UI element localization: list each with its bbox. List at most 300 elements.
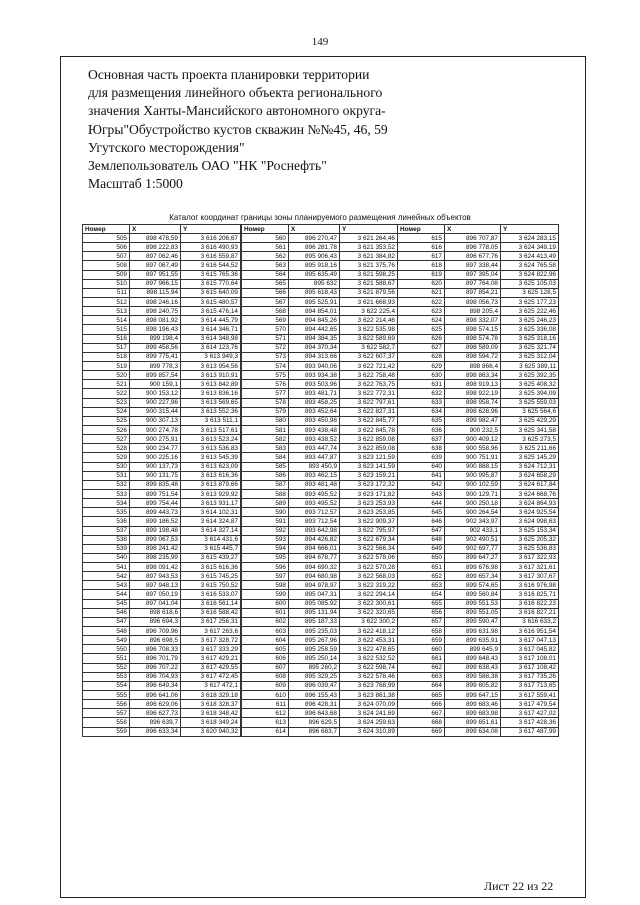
point-number: 553 — [83, 672, 130, 681]
table-row — [242, 654, 398, 663]
table-row — [242, 544, 398, 553]
coord-y: 3 625 336,08 — [501, 325, 559, 334]
point-number: 610 — [242, 691, 289, 700]
table-row — [83, 489, 241, 498]
table-row — [398, 700, 559, 709]
coord-y: 3 615 640,09 — [181, 288, 241, 297]
table-row — [398, 471, 559, 480]
title-line: Масштаб 1:5000 — [88, 176, 183, 192]
point-number: 532 — [83, 480, 130, 489]
table-row — [398, 288, 559, 297]
coord-x: 898 628,96 — [445, 407, 501, 416]
point-number: 536 — [83, 517, 130, 526]
point-number: 646 — [398, 517, 445, 526]
table-row — [398, 243, 559, 252]
table-row — [398, 307, 559, 316]
coord-y: 3 622 478,65 — [340, 645, 398, 654]
coord-x: 898 222,83 — [130, 243, 181, 252]
table-row — [242, 325, 398, 334]
point-number: 516 — [83, 334, 130, 343]
coord-x: 894 680,98 — [289, 572, 340, 581]
coord-y: 3 614 346,71 — [181, 325, 241, 334]
point-number: 560 — [242, 234, 289, 243]
table-row — [242, 453, 398, 462]
coord-x: 900 102,59 — [445, 480, 501, 489]
title-line: Угутского месторождения" — [88, 139, 245, 155]
table-row — [83, 563, 241, 572]
point-number: 602 — [242, 617, 289, 626]
point-number: 626 — [398, 334, 445, 343]
coord-y: 3 613 954,56 — [181, 361, 241, 370]
coord-y: 3 624 998,63 — [501, 517, 559, 526]
title-line: для размещения линейного объекта регионального — [88, 85, 383, 101]
coord-y: 3 622 845,77 — [340, 416, 398, 425]
coord-y: 3 624 668,76 — [501, 489, 559, 498]
table-row — [242, 563, 398, 572]
table-row — [242, 617, 398, 626]
table-row — [83, 279, 241, 288]
coord-x: 896 270,47 — [289, 234, 340, 243]
point-number: 541 — [83, 563, 130, 572]
title-line: Основная часть проекта планировки территории — [88, 67, 370, 82]
point-number: 619 — [398, 270, 445, 279]
point-number: 549 — [83, 636, 130, 645]
point-number: 648 — [398, 535, 445, 544]
table-row — [398, 526, 559, 535]
coord-x: 895 131,94 — [289, 608, 340, 617]
coord-y: 3 617 263,6 — [181, 627, 241, 636]
coord-x: 902 490,51 — [445, 535, 501, 544]
coord-y: 3 616 490,93 — [181, 243, 241, 252]
table-row — [398, 398, 559, 407]
coord-y: 3 613 929,92 — [181, 489, 241, 498]
coord-x: 900 275,91 — [130, 435, 181, 444]
point-number: 605 — [242, 645, 289, 654]
point-number: 597 — [242, 572, 289, 581]
table-row — [83, 243, 241, 252]
table-row — [398, 581, 559, 590]
coord-y: 3 613 910,91 — [181, 371, 241, 380]
point-number: 518 — [83, 352, 130, 361]
point-number: 655 — [398, 599, 445, 608]
coord-y: 3 625 273,5 — [501, 435, 559, 444]
coord-y: 3 621 375,76 — [340, 261, 398, 270]
table-row — [83, 681, 241, 690]
coord-y: 3 622 795,97 — [340, 526, 398, 535]
coord-x: 893 462,15 — [289, 471, 340, 480]
coord-y: 3 613 879,66 — [181, 480, 241, 489]
table-row — [398, 672, 559, 681]
point-number: 639 — [398, 453, 445, 462]
point-number: 666 — [398, 700, 445, 709]
coord-x: 898 478,59 — [130, 234, 181, 243]
table-row — [83, 398, 241, 407]
coord-x: 899 551,05 — [445, 608, 501, 617]
point-number: 552 — [83, 663, 130, 672]
table-row — [83, 727, 241, 736]
coord-y: 3 617 713,65 — [501, 681, 559, 690]
coord-y: 3 625 536,83 — [501, 544, 559, 553]
table-row — [398, 553, 559, 562]
coord-y: 3 625 312,04 — [501, 352, 559, 361]
coord-x: 898 115,94 — [130, 288, 181, 297]
point-number: 663 — [398, 672, 445, 681]
coord-y: 3 621 668,93 — [340, 297, 398, 306]
coord-y: 3 622 909,37 — [340, 517, 398, 526]
table-row — [398, 709, 559, 718]
table-row — [83, 361, 241, 370]
coord-x: 902 343,97 — [445, 517, 501, 526]
point-number: 569 — [242, 316, 289, 325]
title-line: Землепользователь ОАО "НК "Роснефть" — [88, 158, 327, 174]
point-number: 506 — [83, 243, 130, 252]
coord-x: 895 918,16 — [289, 261, 340, 270]
point-number: 563 — [242, 261, 289, 270]
table-row — [398, 316, 559, 325]
coord-y: 3 625 429,29 — [501, 416, 559, 425]
point-number: 622 — [398, 297, 445, 306]
coord-x: 899 605,82 — [445, 681, 501, 690]
coord-x: 893 447,74 — [289, 444, 340, 453]
coord-x: 894 678,77 — [289, 553, 340, 562]
point-number: 635 — [398, 416, 445, 425]
coord-x: 898 081,92 — [130, 316, 181, 325]
coord-table-1 — [82, 224, 241, 737]
header-number: Номер — [83, 225, 130, 234]
coord-x: 893 481,48 — [289, 480, 340, 489]
coord-y: 3 622 797,61 — [340, 398, 398, 407]
table-row — [242, 608, 398, 617]
table-row — [83, 407, 241, 416]
table-row — [398, 681, 559, 690]
point-number: 544 — [83, 590, 130, 599]
coord-y: 3 617 427,02 — [501, 709, 559, 718]
point-number: 628 — [398, 352, 445, 361]
coord-y: 3 625 394,09 — [501, 389, 559, 398]
coord-x: 899 588,38 — [445, 672, 501, 681]
table-row — [242, 343, 398, 352]
point-number: 586 — [242, 471, 289, 480]
coord-x: 896 708,33 — [130, 645, 181, 654]
coord-x: 896 281,78 — [289, 243, 340, 252]
table-row — [83, 261, 241, 270]
point-number: 643 — [398, 489, 445, 498]
coord-x: 896 683,7 — [289, 727, 340, 736]
table-row — [242, 599, 398, 608]
point-number: 593 — [242, 535, 289, 544]
point-number: 512 — [83, 297, 130, 306]
table-row — [398, 270, 559, 279]
coord-x: 897 062,46 — [130, 252, 181, 261]
coord-x: 896 641,06 — [130, 691, 181, 700]
header-y: Y — [340, 225, 398, 234]
point-number: 615 — [398, 234, 445, 243]
table-row — [83, 581, 241, 590]
coord-x: 894 442,65 — [289, 325, 340, 334]
coord-x: 893 458,25 — [289, 398, 340, 407]
coord-y: 3 618 328,37 — [181, 700, 241, 709]
sheet-footer: Лист 22 из 22 — [484, 879, 554, 893]
point-number: 647 — [398, 526, 445, 535]
coord-x: 899 631,98 — [445, 627, 501, 636]
header-y: Y — [501, 225, 559, 234]
coord-y: 3 617 487,99 — [501, 727, 559, 736]
table-row — [398, 608, 559, 617]
point-number: 614 — [242, 727, 289, 736]
coord-y: 3 622 721,42 — [340, 361, 398, 370]
table-caption: Каталог координат границы зоны планируемого размещения линейных объектов — [169, 213, 471, 222]
point-number: 548 — [83, 627, 130, 636]
point-number: 642 — [398, 480, 445, 489]
table-row — [242, 627, 398, 636]
page-number: 149 — [311, 36, 329, 48]
coord-y: 3 616 822,23 — [501, 599, 559, 608]
coord-y: 3 624 259,63 — [340, 718, 398, 727]
coord-x: 893 642,98 — [289, 526, 340, 535]
coord-y: 3 613 536,83 — [181, 444, 241, 453]
point-number: 662 — [398, 663, 445, 672]
coord-x: 899 751,54 — [130, 489, 181, 498]
coord-y: 3 624 925,54 — [501, 508, 559, 517]
coord-y: 3 625 246,23 — [501, 316, 559, 325]
coord-y: 3 623 253,85 — [340, 508, 398, 517]
point-number: 577 — [242, 389, 289, 398]
coord-y: 3 620 940,32 — [181, 727, 241, 736]
table-row — [242, 691, 398, 700]
coord-x: 896 643,68 — [289, 709, 340, 718]
coord-x: 895 635,49 — [289, 270, 340, 279]
coord-y: 3 613 616,36 — [181, 471, 241, 480]
coord-y: 3 616 951,54 — [501, 627, 559, 636]
point-number: 594 — [242, 544, 289, 553]
table-row — [398, 645, 559, 654]
point-number: 617 — [398, 252, 445, 261]
table-row — [398, 389, 559, 398]
coord-y: 3 623 141,59 — [340, 462, 398, 471]
table-row — [242, 517, 398, 526]
table-row — [398, 352, 559, 361]
coord-x: 899 775,41 — [130, 352, 181, 361]
coord-y: 3 625 145,29 — [501, 453, 559, 462]
coord-y: 3 617 735,26 — [501, 672, 559, 681]
table-row — [242, 243, 398, 252]
coord-y: 3 623 159,21 — [340, 471, 398, 480]
table-row — [83, 535, 241, 544]
point-number: 511 — [83, 288, 130, 297]
coord-y: 3 618 329,18 — [181, 691, 241, 700]
coord-y: 3 617 256,31 — [181, 617, 241, 626]
coord-y: 3 616 633,2 — [501, 617, 559, 626]
point-number: 533 — [83, 489, 130, 498]
point-number: 534 — [83, 499, 130, 508]
coord-x: 896 707,22 — [130, 663, 181, 672]
coord-y: 3 617 472,45 — [181, 672, 241, 681]
coord-x: 895 250,14 — [289, 654, 340, 663]
coord-x: 897 764,08 — [445, 279, 501, 288]
coord-y: 3 622 859,08 — [340, 444, 398, 453]
table-row — [398, 617, 559, 626]
coord-y: 3 624 413,49 — [501, 252, 559, 261]
table-row — [83, 334, 241, 343]
coord-y: 3 622 772,31 — [340, 389, 398, 398]
table-row — [242, 252, 398, 261]
coord-x: 898 574,15 — [445, 325, 501, 334]
table-row — [398, 499, 559, 508]
table-row — [83, 645, 241, 654]
coord-y: 3 617 333,29 — [181, 645, 241, 654]
table-row — [83, 389, 241, 398]
table-row — [242, 462, 398, 471]
coord-x: 898 241,42 — [130, 544, 181, 553]
point-number: 547 — [83, 617, 130, 626]
coord-x: 899 648,43 — [445, 654, 501, 663]
coord-y: 3 617 307,67 — [501, 572, 559, 581]
table-row — [83, 499, 241, 508]
table-row — [398, 407, 559, 416]
point-number: 634 — [398, 407, 445, 416]
coord-y: 3 623 861,38 — [340, 691, 398, 700]
coord-y: 3 614 123,76 — [181, 343, 241, 352]
header-number: Номер — [398, 225, 445, 234]
table-row — [242, 709, 398, 718]
coord-x: 899 560,84 — [445, 590, 501, 599]
coord-y: 3 622 827,31 — [340, 407, 398, 416]
coord-y: 3 625 177,23 — [501, 297, 559, 306]
coord-x: 894 313,66 — [289, 352, 340, 361]
coord-x: 896 709,96 — [130, 627, 181, 636]
coord-y: 3 623 121,59 — [340, 453, 398, 462]
table-row — [83, 663, 241, 672]
coord-x: 896 707,87 — [445, 234, 501, 243]
coord-y: 3 625 128,5 — [501, 288, 559, 297]
coord-y: 3 622 598,74 — [340, 663, 398, 672]
table-row — [242, 407, 398, 416]
coord-x: 895 047,31 — [289, 590, 340, 599]
point-number: 625 — [398, 325, 445, 334]
coord-x: 899 198,48 — [130, 526, 181, 535]
coord-x: 893 712,57 — [289, 508, 340, 517]
point-number: 664 — [398, 681, 445, 690]
table-row — [242, 334, 398, 343]
table-row — [398, 334, 559, 343]
table-row — [398, 480, 559, 489]
point-number: 535 — [83, 508, 130, 517]
table-row — [83, 544, 241, 553]
coord-y: 3 616 533,07 — [181, 590, 241, 599]
table-row — [83, 508, 241, 517]
coord-x: 898 866,4 — [445, 361, 501, 370]
coord-table-3 — [397, 224, 559, 737]
coord-x: 900 232,5 — [445, 425, 501, 434]
point-number: 550 — [83, 645, 130, 654]
coord-x: 893 495,52 — [289, 499, 340, 508]
table-row — [398, 361, 559, 370]
table-row — [398, 590, 559, 599]
table-row — [242, 645, 398, 654]
table-row — [242, 663, 398, 672]
coord-y: 3 622 319,22 — [340, 581, 398, 590]
point-number: 636 — [398, 425, 445, 434]
coord-x: 900 131,75 — [130, 471, 181, 480]
coord-x: 902 697,77 — [445, 544, 501, 553]
point-number: 651 — [398, 563, 445, 572]
coord-y: 3 621 264,46 — [340, 234, 398, 243]
header-number: Номер — [242, 225, 289, 234]
coord-x: 896 704,93 — [130, 672, 181, 681]
coord-x: 897 943,53 — [130, 572, 181, 581]
coord-x: 896 627,73 — [130, 709, 181, 718]
coord-y: 3 613 523,24 — [181, 435, 241, 444]
point-number: 645 — [398, 508, 445, 517]
table-row — [83, 608, 241, 617]
coord-x: 898 196,43 — [130, 325, 181, 334]
coord-y: 3 624 765,58 — [501, 261, 559, 270]
coord-x: 896 701,79 — [130, 654, 181, 663]
coord-x: 893 450,98 — [289, 416, 340, 425]
coord-y: 3 614 327,14 — [181, 526, 241, 535]
point-number: 623 — [398, 307, 445, 316]
point-number: 585 — [242, 462, 289, 471]
table-row — [83, 288, 241, 297]
point-number: 654 — [398, 590, 445, 599]
coord-x: 899 647,27 — [445, 553, 501, 562]
coord-y: 3 615 480,57 — [181, 297, 241, 306]
table-row — [83, 553, 241, 562]
point-number: 612 — [242, 709, 289, 718]
coord-y: 3 616 559,87 — [181, 252, 241, 261]
table-row — [398, 718, 559, 727]
point-number: 543 — [83, 581, 130, 590]
coord-y: 3 617 321,61 — [501, 563, 559, 572]
coord-y: 3 618 349,24 — [181, 718, 241, 727]
table-row — [83, 636, 241, 645]
coord-x: 896 698,5 — [130, 636, 181, 645]
point-number: 580 — [242, 416, 289, 425]
coord-x: 900 888,15 — [445, 462, 501, 471]
coord-x: 899 458,56 — [130, 343, 181, 352]
table-row — [83, 380, 241, 389]
point-number: 632 — [398, 389, 445, 398]
table-row — [83, 453, 241, 462]
point-number: 546 — [83, 608, 130, 617]
coord-x: 900 315,44 — [130, 407, 181, 416]
point-number: 545 — [83, 599, 130, 608]
table-row — [242, 535, 398, 544]
point-number: 599 — [242, 590, 289, 599]
coord-y: 3 616 588,42 — [181, 608, 241, 617]
coord-y: 3 624 658,29 — [501, 471, 559, 480]
point-number: 507 — [83, 252, 130, 261]
table-row — [242, 718, 398, 727]
coord-y: 3 625 321,74 — [501, 343, 559, 352]
coord-x: 896 039,47 — [289, 681, 340, 690]
coord-y: 3 624 310,89 — [340, 727, 398, 736]
table-row — [398, 663, 559, 672]
coord-y: 3 613 623,09 — [181, 462, 241, 471]
point-number: 606 — [242, 654, 289, 663]
point-number: 590 — [242, 508, 289, 517]
table-row — [83, 672, 241, 681]
point-number: 649 — [398, 544, 445, 553]
point-number: 624 — [398, 316, 445, 325]
point-number: 510 — [83, 279, 130, 288]
header-x: X — [130, 225, 181, 234]
table-row — [398, 654, 559, 663]
point-number: 570 — [242, 325, 289, 334]
coord-x: 896 633,34 — [130, 727, 181, 736]
coord-x: 899 635,91 — [445, 636, 501, 645]
point-number: 573 — [242, 352, 289, 361]
